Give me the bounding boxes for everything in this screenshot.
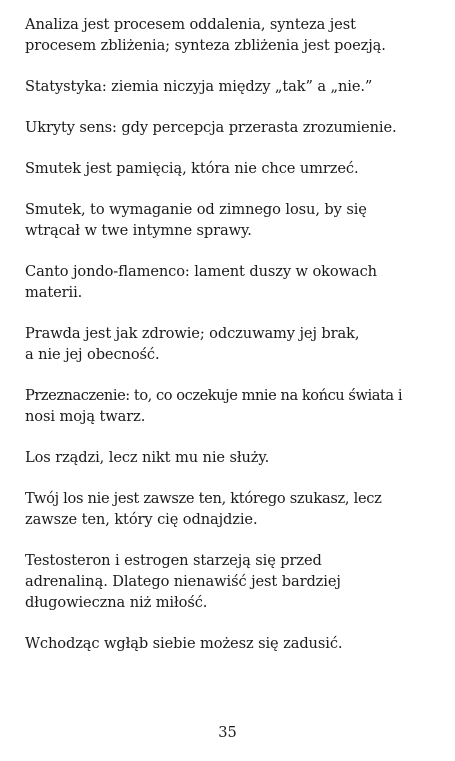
- aphorism: [25, 199, 430, 241]
- aphorism: [25, 76, 430, 97]
- text-line: Prawda jest jak zdrowie; odczuwamy jej brak,: [25, 325, 360, 342]
- text-line: wtrącał w twe intymne sprawy.: [25, 222, 252, 239]
- aphorism: [25, 261, 430, 303]
- text-line: Smutek jest pamięcią, która nie chce umrzeć.: [25, 160, 359, 177]
- text-line: Statystyka: ziemia niczyja między „tak” a „nie.”: [25, 78, 373, 95]
- text-line: Wchodząc wgłąb siebie możesz się zadusić.: [25, 635, 343, 652]
- text-line: adrenaliną. Dlatego nienawiść jest bardziej: [25, 573, 341, 590]
- text-line: Los rządzi, lecz nikt mu nie służy.: [25, 449, 270, 466]
- aphorism: [25, 447, 430, 468]
- aphorism: [25, 158, 430, 179]
- aphorism: [25, 117, 430, 138]
- aphorism: [25, 14, 430, 56]
- text-line: Analiza jest procesem oddalenia, synteza jest: [25, 16, 356, 33]
- aphorism: [25, 323, 430, 365]
- text-line: a nie jej obecność.: [25, 346, 160, 363]
- text-line: zawsze ten, który cię odnajdzie.: [25, 511, 258, 528]
- text-line: Przeznaczenie: to, co oczekuje mnie na końcu świata i: [25, 387, 403, 404]
- text-line: Twój los nie jest zawsze ten, którego szukasz, lecz: [25, 490, 382, 507]
- text-line: Ukryty sens: gdy percepcja przerasta zrozumienie.: [25, 119, 397, 136]
- aphorism: [25, 550, 430, 613]
- aphorism: [25, 633, 430, 654]
- text-line: Canto jondo-flamenco: lament duszy w okowach: [25, 263, 377, 280]
- page-number: 35: [218, 724, 237, 741]
- text-line: materii.: [25, 284, 83, 301]
- aphorism: [25, 385, 430, 427]
- text-line: długowieczna niż miłość.: [25, 594, 208, 611]
- text-line: procesem zbliżenia; synteza zbliżenia jest poezją.: [25, 37, 386, 54]
- page-body: [25, 14, 430, 674]
- text-line: Testosteron i estrogen starzeją się przed: [25, 552, 322, 569]
- text-line: Smutek, to wymaganie od zimnego losu, by się: [25, 201, 367, 218]
- text-line: nosi moją twarz.: [25, 408, 146, 425]
- aphorism: [25, 488, 430, 530]
